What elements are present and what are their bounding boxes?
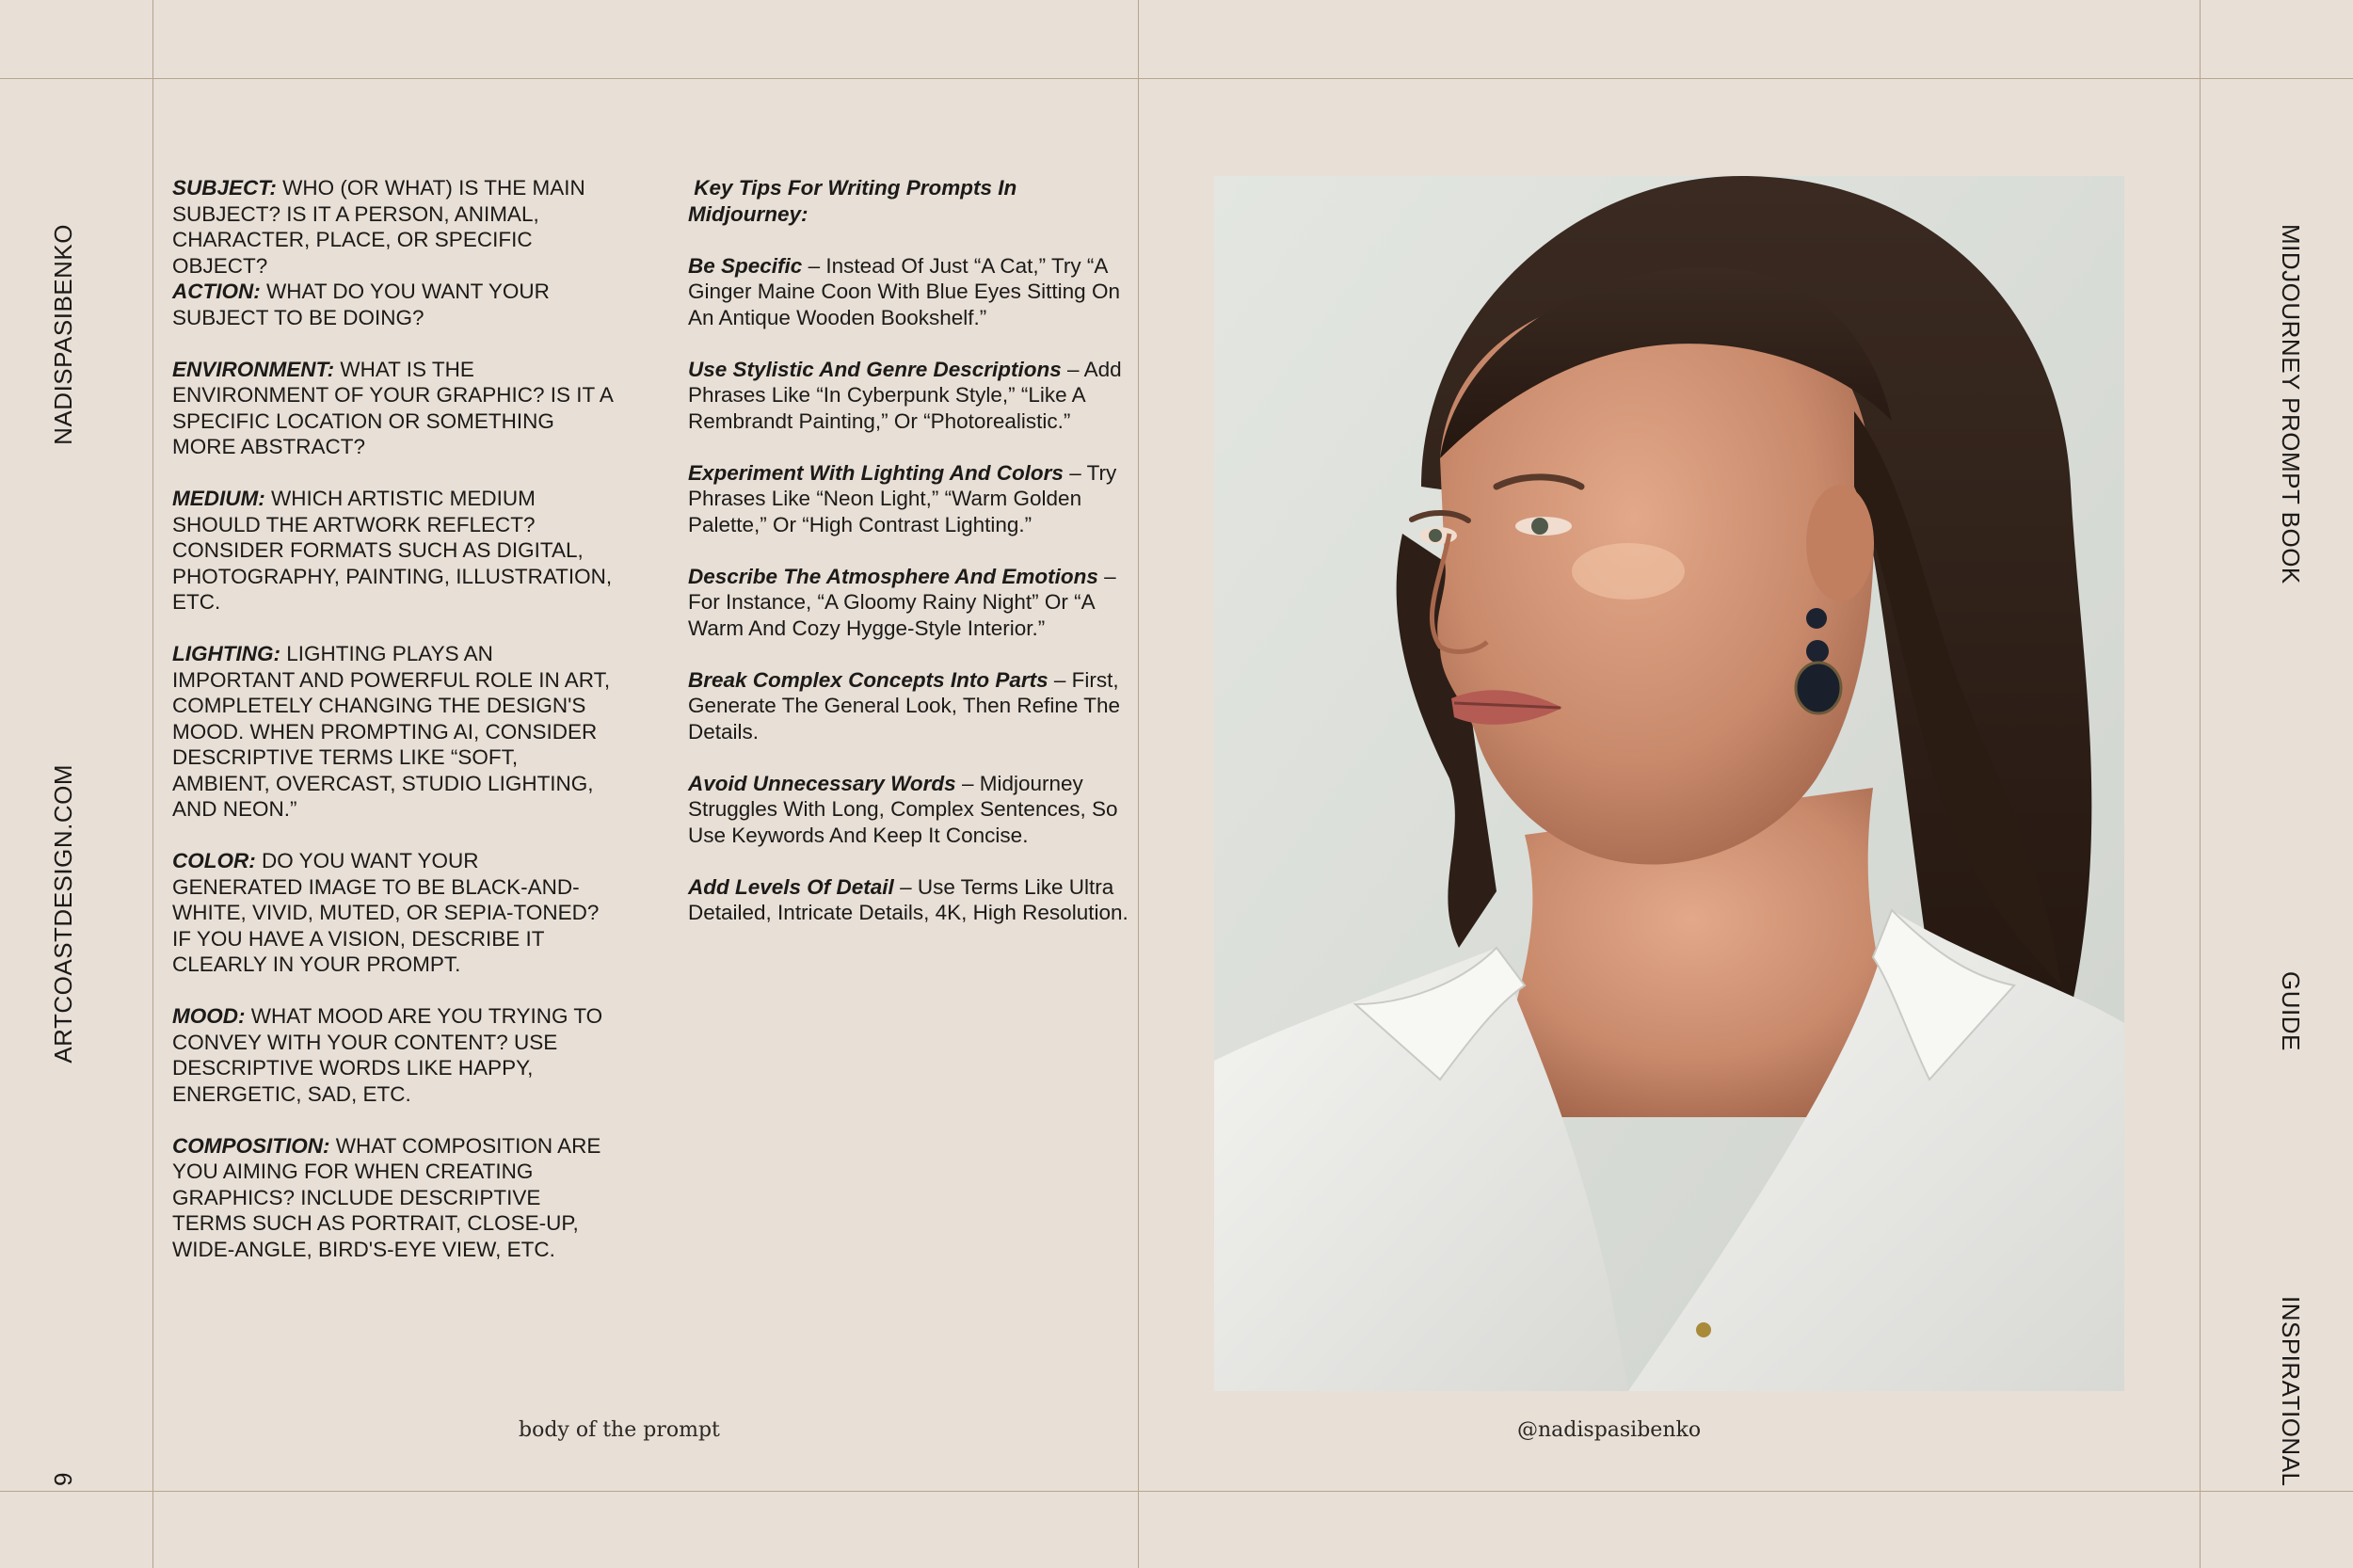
tip-text: – Instead Of Just “A Cat,” Try “A Ginger Maine Coon With Blue Eyes Sitting On An Antique Wooden Bookshelf.” [688,253,1120,329]
tip-text: – First, Generate The General Look, Then Refine The Details. [688,667,1121,744]
prompt-part-text: WHAT DO YOU WANT YOUR SUBJECT TO BE DOING? [172,280,550,329]
prompt-part-label: ENVIRONMENT: [172,357,335,381]
tip-label: Use Stylistic And Genre Descriptions [688,357,1062,381]
tip-label: Add Levels Of Detail [688,874,894,899]
prompt-part-label: MEDIUM: [172,487,265,510]
tips-heading [688,175,1130,227]
bottom-rule [0,1491,2353,1492]
prompt-part-subject [172,175,615,279]
prompt-part-color [172,848,615,978]
prompt-part-label: MOOD: [172,1004,246,1028]
portrait-photo [1214,176,2124,1391]
tip-item [688,771,1130,849]
prompt-part-label: ACTION: [172,280,261,303]
prompt-part-label: LIGHTING: [172,642,280,665]
top-rule [0,78,2353,79]
prompt-part-mood [172,1003,615,1107]
tip-text: – Midjourney Struggles With Long, Complex Sentences, So Use Keywords And Keep It Concise. [688,771,1118,847]
right-margin-rule [2200,0,2201,1568]
tip-text: – Add Phrases Like “In Cyberpunk Style,” “Like A Rembrandt Painting,” Or “Photorealistic.” [688,357,1122,433]
prompt-part-text: WHAT IS THE ENVIRONMENT OF YOUR GRAPHIC? IS IT A SPECIFIC LOCATION OR SOMETHING MORE ABSTRACT? [172,357,613,458]
prompt-part-label: COLOR: [172,849,256,872]
tip-item [688,667,1130,745]
tip-label: Break Complex Concepts Into Parts [688,667,1048,692]
tip-item [688,564,1130,642]
left-margin-rule [152,0,153,1568]
tip-label: Avoid Unnecessary Words [688,771,956,795]
prompt-part-lighting [172,641,615,823]
tip-text: – For Instance, “A Gloomy Rainy Night” Or “A Warm And Cozy Hygge-Style Interior.” [688,564,1116,640]
website: ARTCOASTDESIGN.COM [49,764,77,1064]
tips-heading-text: Key Tips For Writing Prompts In Midjourney: [688,176,1023,226]
tip-item [688,460,1130,538]
tip-text: – Use Terms Like Ultra Detailed, Intricate Details, 4K, High Resolution. [688,874,1128,924]
guide-label: GUIDE [2277,971,2305,1051]
prompt-part-text: LIGHTING PLAYS AN IMPORTANT AND POWERFUL ROLE IN ART, COMPLETELY CHANGING THE DESIGN'S MOOD. WHEN PROMPTING AI, CONSIDER DESCRIPTIVE TERMS LIKE “SOFT, AMBIENT, OVERCAST, STUDIO LIGHTING, AND NEON.” [172,642,611,821]
author-name: NADISPASIBENKO [49,224,77,445]
prompt-part-action [172,279,615,330]
tip-label: Be Specific [688,253,803,278]
spine-rule [1138,0,1139,1568]
page-number: 9 [49,1472,77,1486]
prompt-part-environment [172,357,615,460]
prompt-part-medium [172,486,615,616]
caption-body-of-prompt: body of the prompt [519,1418,720,1442]
prompt-part-text: WHAT COMPOSITION ARE YOU AIMING FOR WHEN CREATING GRAPHICS? INCLUDE DESCRIPTIVE TERMS SUCH AS PORTRAIT, CLOSE-UP, WIDE-ANGLE, BIRD'S-EYE VIEW, ETC. [172,1133,601,1261]
prompt-part-text: WHAT MOOD ARE YOU TRYING TO CONVEY WITH YOUR CONTENT? USE DESCRIPTIVE WORDS LIKE HAPPY, ENERGETIC, SAD, ETC. [172,1004,603,1106]
tip-label: Describe The Atmosphere And Emotions [688,564,1098,588]
caption-instagram-handle: @nadispasibenko [1517,1418,1702,1442]
prompt-part-composition [172,1133,615,1263]
book-title: MIDJOURNEY PROMPT BOOK [2277,224,2305,584]
tip-text: – Try Phrases Like “Neon Light,” “Warm Golden Palette,” Or “High Contrast Lighting.” [688,460,1117,536]
tip-label: Experiment With Lighting And Colors [688,460,1064,485]
prompt-part-text: WHO (OR WHAT) IS THE MAIN SUBJECT? IS IT A PERSON, ANIMAL, CHARACTER, PLACE, OR SPECIFIC OBJECT? [172,176,585,278]
prompt-part-label: SUBJECT: [172,176,277,200]
tip-item [688,874,1130,926]
tip-item [688,357,1130,435]
inspirational-label: INSPIRATIONAL [2277,1296,2305,1487]
prompt-part-text: DO YOU WANT YOUR GENERATED IMAGE TO BE BLACK-AND-WHITE, VIVID, MUTED, OR SEPIA-TONED? IF YOU HAVE A VISION, DESCRIBE IT CLEARLY IN YOUR PROMPT. [172,849,600,976]
prompt-part-text: WHICH ARTISTIC MEDIUM SHOULD THE ARTWORK REFLECT? CONSIDER FORMATS SUCH AS DIGITAL, PHOTOGRAPHY, PAINTING, ILLUSTRATION, ETC. [172,487,613,614]
tips-column [688,175,1130,952]
tip-item [688,253,1130,331]
prompt-part-label: COMPOSITION: [172,1133,330,1158]
prompt-parts-column [172,175,615,1288]
